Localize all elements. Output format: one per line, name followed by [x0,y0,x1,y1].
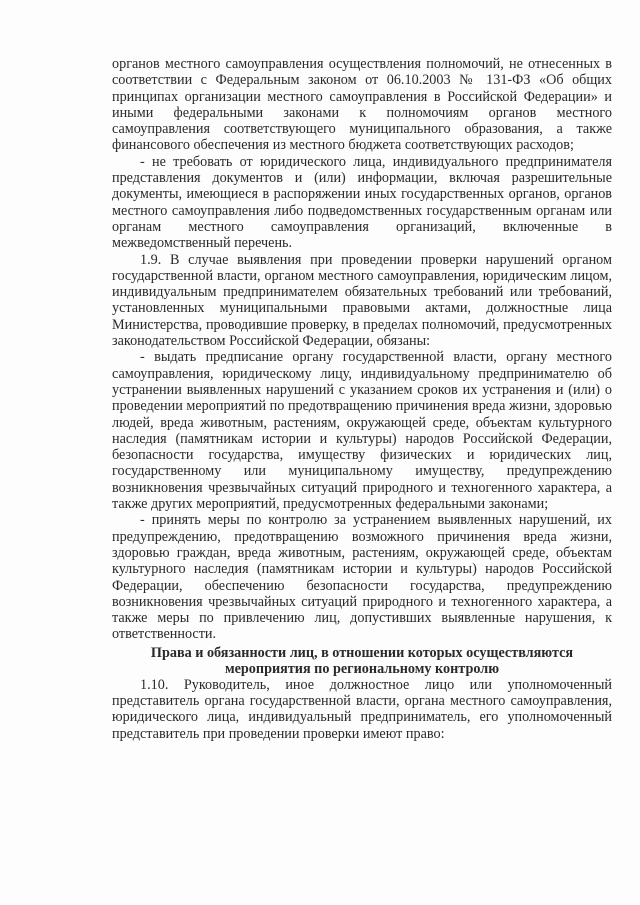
section-heading-line-1: Права и обязанности лиц, в отношении которых осуществляются [150,644,574,661]
paragraph-issue-order: - выдать предписание органу государственной власти, органу местного самоуправления, юридическому лицу, индивидуальному предпринимателю об устранении выявленных нарушений с указанием сроков их устранения и (или) о проведении мероприятий по предотвращению причинения вреда жизни, здоровью людей, вреда животным, растениям, окружающей среде, объектам культурного наследия (памятникам истории и культуры) народов Российской Федерации, безопасности государства, имуществу физических и юридических лиц, государственному или муниципальному имуществу, предупреждению возникновения чрезвычайных ситуаций природного и техногенного характера, а также других мероприятий, предусмотренных федеральными законами; [112,349,612,513]
paragraph-take-measures: - принять меры по контролю за устранением выявленных нарушений, их предупреждению, предотвращению возможного причинения вреда жизни, здоровью граждан, вреда животным, растениям, окружающей среде, объектам культурного наследия (памятникам истории и культуры) народов Российской Федерации, обеспечению безопасности государства, предупреждению возникновения чрезвычайных ситуаций природного и техногенного характера, а также меры по привлечению лиц, допустивших выявленные нарушения, к ответственности. [112,512,612,643]
paragraph-1-10: 1.10. Руководитель, иное должностное лицо или уполномоченный представитель органа государственной власти, органа местного самоуправления, юридического лица, индивидуальный предприниматель, его уполномоченный представитель при проведении проверки имеют право: [112,676,612,742]
section-heading-line-2: мероприятия по региональному контролю [224,660,500,677]
section-heading [112,645,612,677]
paragraph-continuation: органов местного самоуправления осуществления полномочий, не отнесенных в соответствии с Федеральным законом от 06.10.2003 № 131-ФЗ «Об общих принципах организации местного самоуправления в Российской Федерации» и иными федеральными законами к полномочиям органов местного самоуправления соответствующего муниципального образования, а также финансового обеспечения из местного бюджета соответствующих расходов; [112,56,612,154]
paragraph-1-9: 1.9. В случае выявления при проведении проверки нарушений органом государственной власти, органом местного самоуправления, юридическим лицом, индивидуальным предпринимателем обязательных требований или требований, установленных муниципальными правовыми актами, должностные лица Министерства, проводившие проверку, в пределах полномочий, предусмотренных законодательством Российской Федерации, обязаны: [112,251,612,350]
paragraph-no-document-request: - не требовать от юридического лица, индивидуального предпринимателя представления документов и (или) информации, включая разрешительные документы, имеющиеся в распоряжении иных государственных органов, органов местного самоуправления либо подведомственных государственным органам или органам местного самоуправления организаций, включенные в межведомственный перечень. [112,153,612,252]
document-body [112,56,612,742]
